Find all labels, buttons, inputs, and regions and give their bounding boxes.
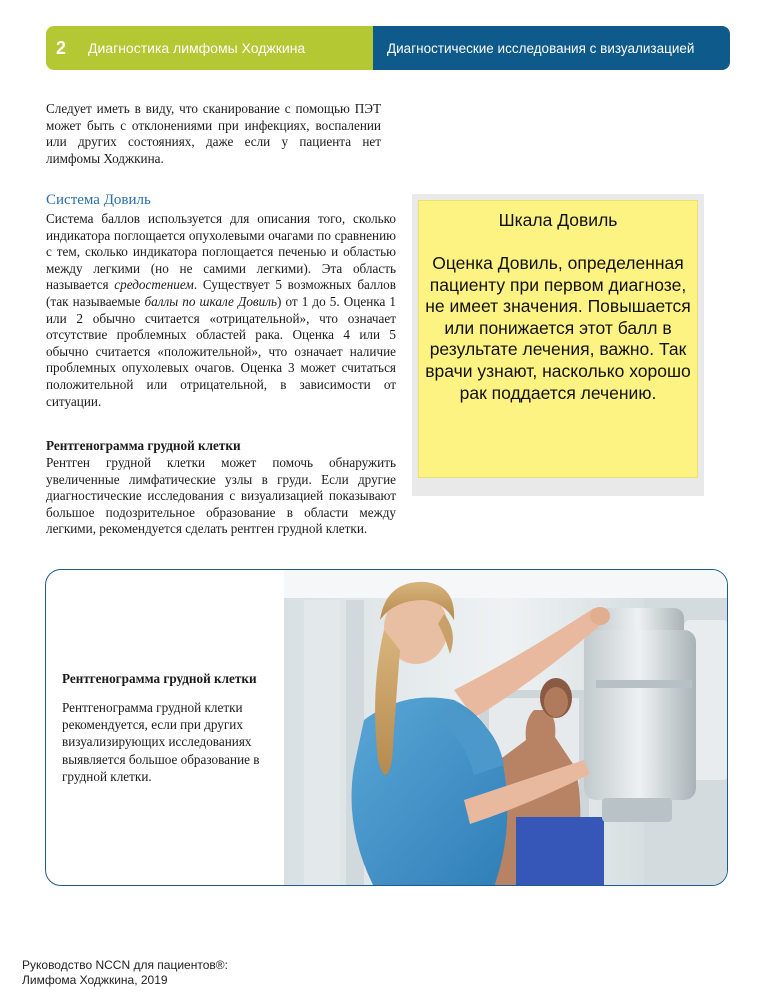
- deauville-text-b: . Существует 5 возможных баллов (так называемые: [46, 277, 396, 309]
- section-banner: [373, 26, 730, 70]
- chest-xray-paragraph: Рентген грудной клетки может помочь обнаружить увеличенные лимфатические узлы в груди. Если другие диагностические исследования с визуализацией показывают большое подозрительное образование в области между легкими, рекомендуется сделать рентген грудной клетки.: [46, 455, 396, 537]
- callout-body: Рентгенограмма грудной клетки рекомендуется, если при других визуализирующих исследованиях выявляется большое образование в грудной клетки.: [62, 700, 260, 784]
- page-header: [46, 26, 730, 70]
- callout-heading: Рентгенограмма грудной клетки: [62, 671, 257, 686]
- footer-line2: Лимфома Ходжкина, 2019: [22, 973, 168, 987]
- intro-paragraph: Следует иметь в виду, что сканирование с помощью ПЭТ может быть с отклонениями при инфекциях, воспалении или других состояниях, даже если у пациента нет лимфомы Ходжкина.: [46, 101, 381, 166]
- note-body: Оценка Довиль, определенная пациенту при первом диагнозе, не имеет значения. Повышается или понижается этот балл в результате лечения, важно. Так врачи узнают, насколько хорошо рак поддается лечению.: [425, 253, 691, 403]
- chapter-title: Диагностика лимфомы Ходжкина: [88, 40, 306, 56]
- xray-photo-illustration: [284, 570, 728, 886]
- footer-line1: Руководство NCCN для пациентов®:: [22, 958, 228, 972]
- deauville-heading: Система Довиль: [46, 192, 151, 208]
- deauville-term: средостением: [114, 277, 194, 293]
- section-title: Диагностические исследования с визуализацией: [387, 40, 695, 56]
- deauville-text-c: ) от 1 до 5. Оценка 1 или 2 обычно считается «отрицательной», что означает отсутствие проблемных областей рака. Оценка 4 или 5 обычно считается «положительной», что означает наличие проблемных опухолевых очагов. Оценка 3 может считаться положительной или отрицательной, в зависимости от ситуации.: [46, 293, 397, 409]
- deauville-note: [418, 200, 698, 478]
- chapter-number: 2: [56, 37, 67, 58]
- deauville-term2: баллы по шкале Довиль: [144, 293, 278, 309]
- callout-text: [62, 670, 262, 785]
- xray-callout-box: [45, 569, 728, 886]
- note-title: Шкала Довиль: [498, 210, 618, 230]
- deauville-paragraph: [46, 211, 396, 410]
- page-footer: [22, 958, 228, 988]
- deauville-text-a: Система баллов используется для описания того, сколько индикатора поглощается опухолевыми очагами по сравнению с тем, сколько индикатора поглощается печенью и областью между легкими (но не самими легкими). Эта область называется: [46, 211, 396, 293]
- chest-xray-heading: Рентгенограмма грудной клетки: [46, 438, 241, 453]
- chapter-banner: [46, 26, 373, 70]
